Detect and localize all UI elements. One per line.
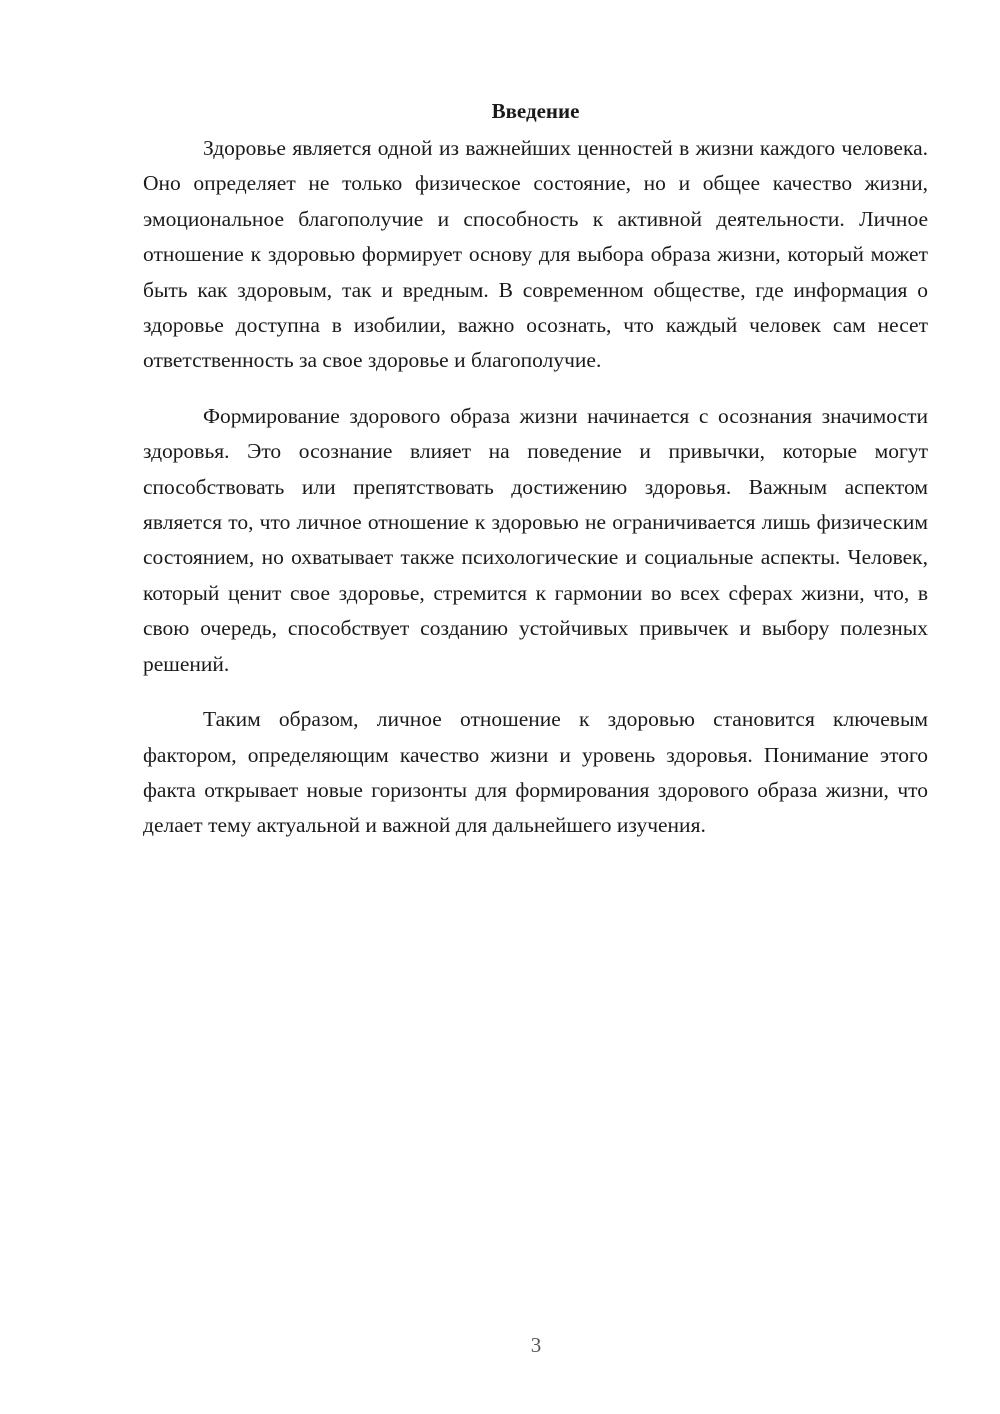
paragraph-2: Формирование здорового образа жизни начинается с осознания значимости здоровья. Это осознание влияет на поведение и привычки, которые могут способствовать или препятствовать достижению здоровья. Важным аспектом является то, что личное отношение к здоровью не ограничивается лишь физическим состоянием, но охватывает также психологические и социальные аспекты. Человек, который ценит свое здоровье, стремится к гармонии во всех сферах жизни, что, в свою очередь, способствует созданию устойчивых привычек и выбору полезных решений. [143, 403, 928, 676]
paragraph-1: Здоровье является одной из важнейших ценностей в жизни каждого человека. Оно определяет не только физическое состояние, но и общее качество жизни, эмоциональное благополучие и способность к активной деятельности. Личное отношение к здоровью формирует основу для выбора образа жизни, который может быть как здоровым, так и вредным. В современном обществе, где информация о здоровье доступна в изобилии, важно осознать, что каждый человек сам несет ответственность за свое здоровье и благополучие. [143, 136, 928, 373]
page-number: 3 [530, 1333, 542, 1357]
page-content [143, 96, 928, 864]
paragraph-3: Таким образом, личное отношение к здоровью становится ключевым фактором, определяющим качество жизни и уровень здоровья. Понимание этого факта открывает новые горизонты для формирования здорового образа жизни, что делает тему актуальной и важной для дальнейшего изучения. [143, 707, 928, 838]
section-title: Введение [491, 99, 580, 123]
